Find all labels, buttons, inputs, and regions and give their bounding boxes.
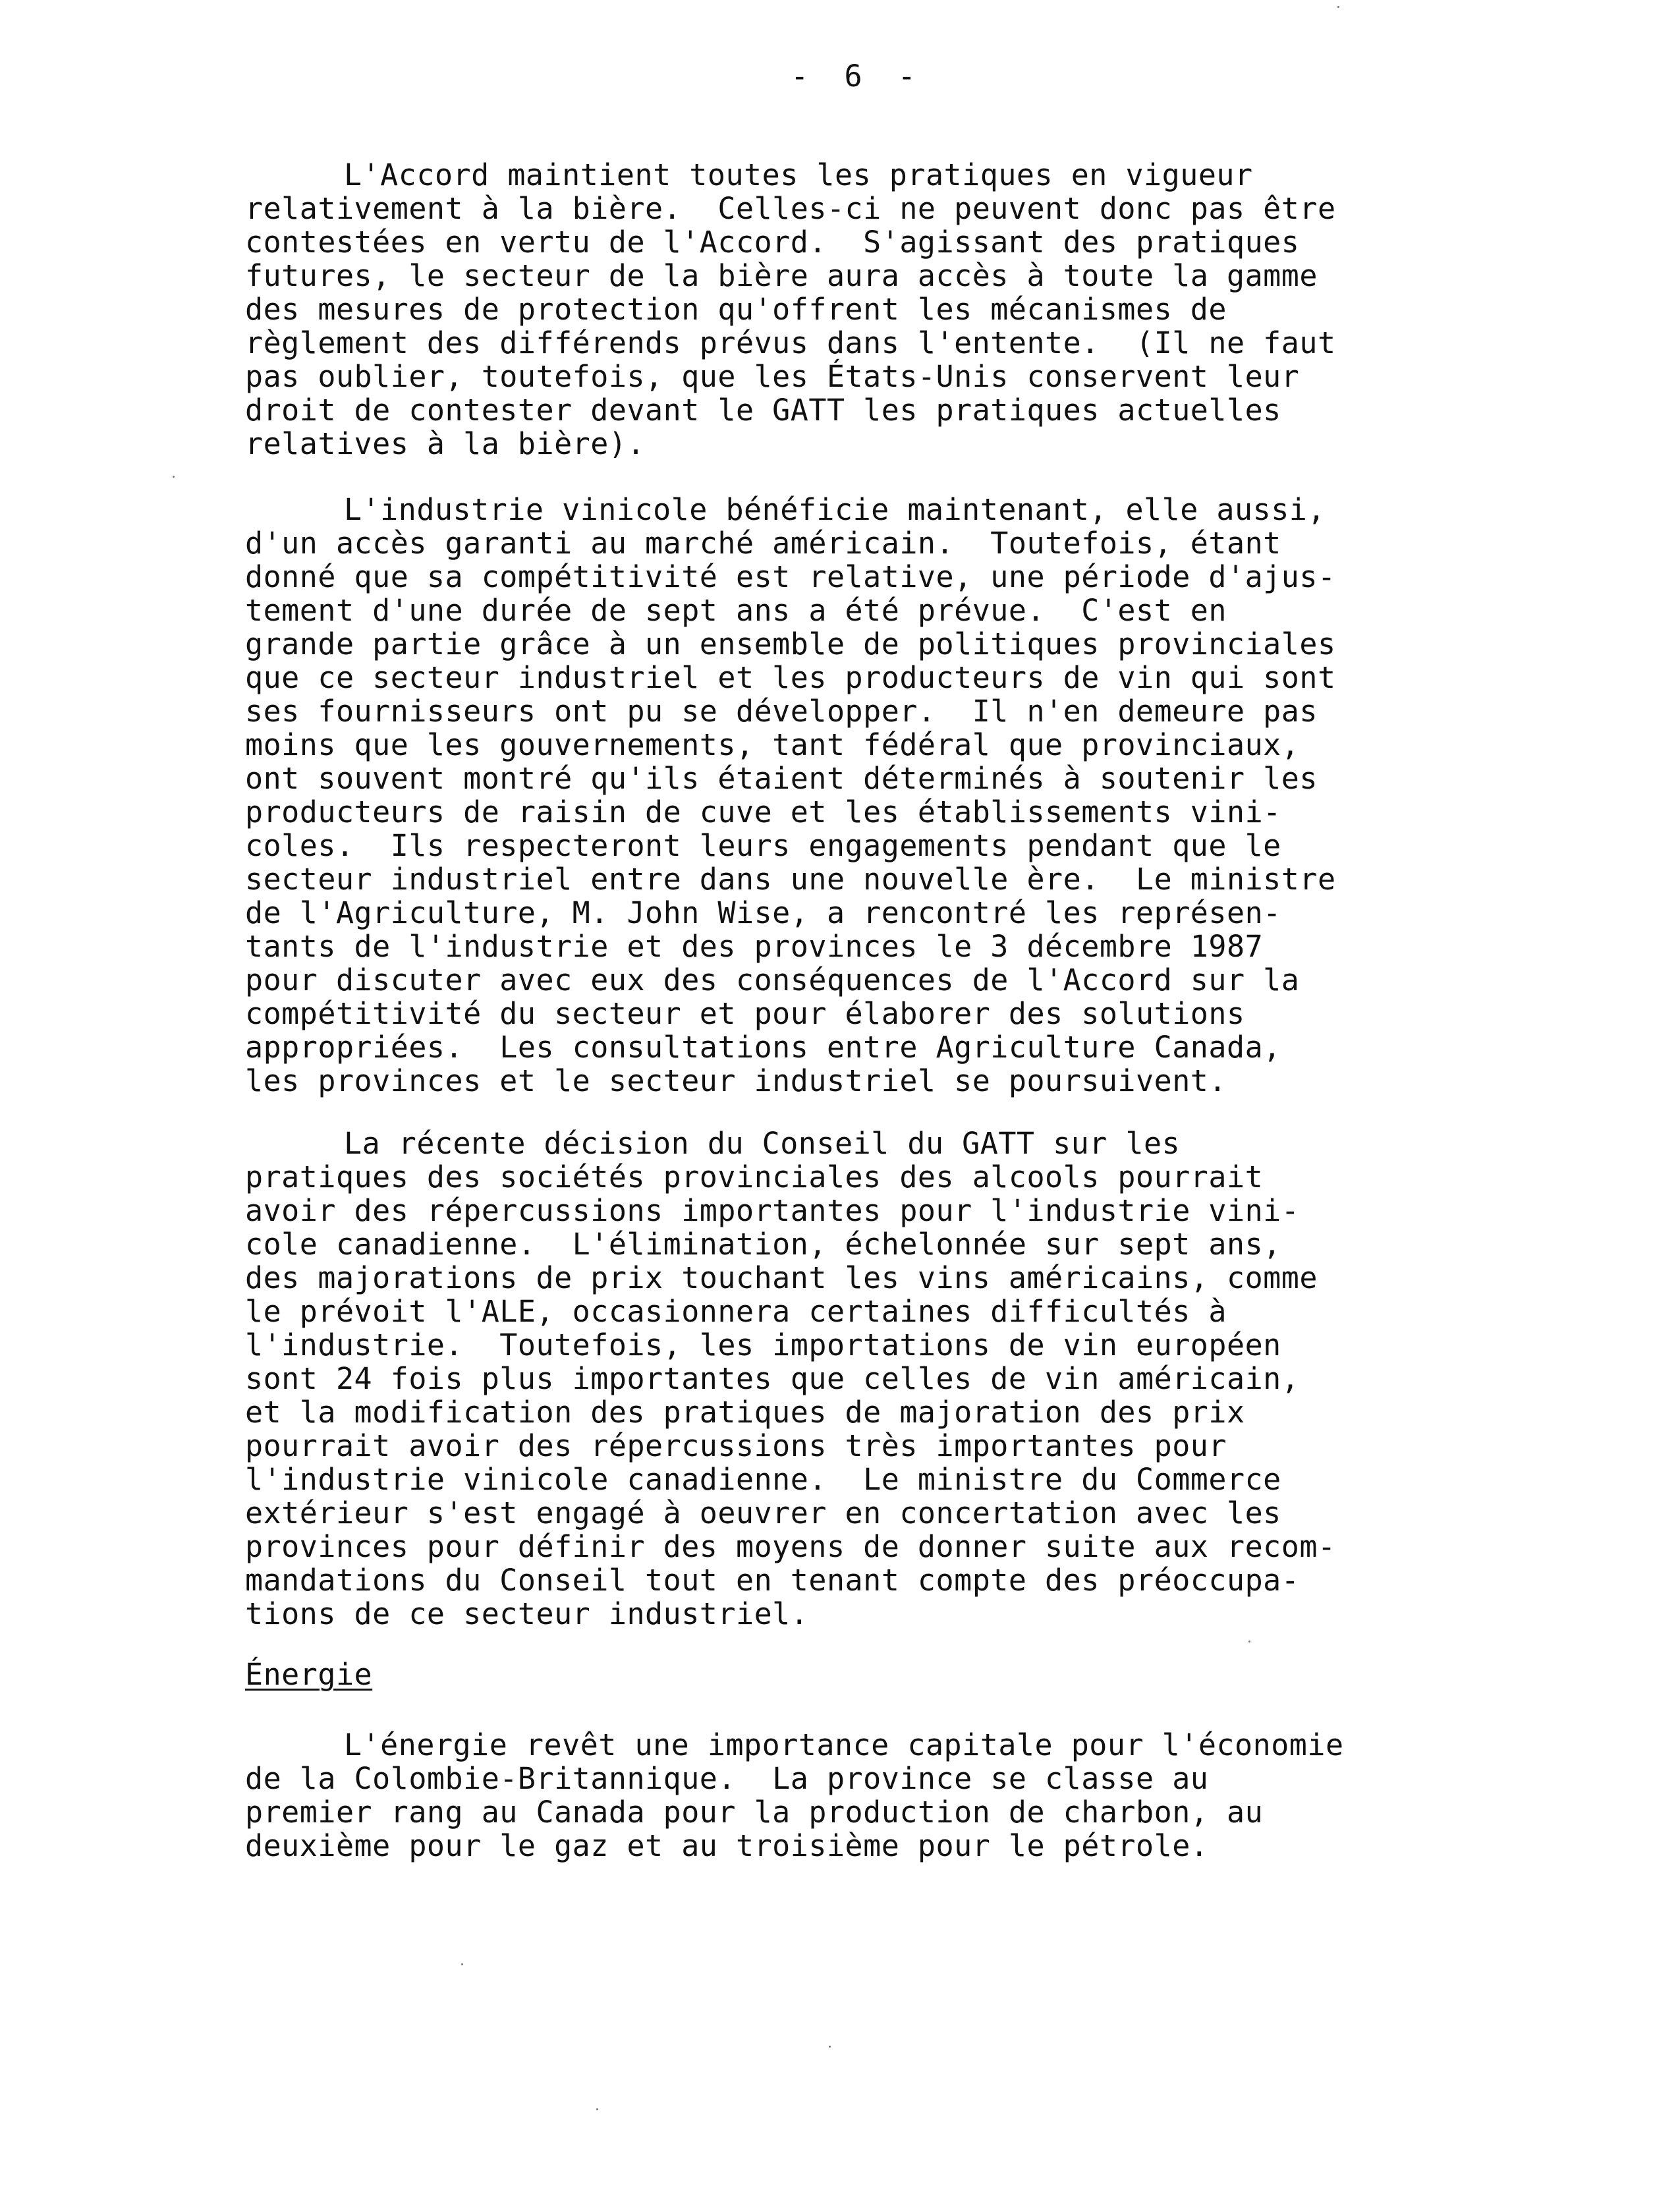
paragraph-line: pour discuter avec eux des conséquences de l'Accord sur la xyxy=(245,963,1300,997)
paragraph-line: règlement des différends prévus dans l'entente. (Il ne faut xyxy=(245,325,1336,360)
paragraph-line: d'un accès garanti au marché américain. Toutefois, étant xyxy=(245,526,1281,561)
paragraph-line: de l'Agriculture, M. John Wise, a rencontré les représen- xyxy=(245,895,1281,930)
paragraph-line: deuxième pour le gaz et au troisième pour le pétrole. xyxy=(245,1828,1209,1863)
paragraph-line: les provinces et le secteur industriel se poursuivent. xyxy=(245,1063,1227,1098)
section-heading-text: Énergie xyxy=(245,1657,373,1692)
paragraph-line: mandations du Conseil tout en tenant compte des préoccupa- xyxy=(245,1563,1300,1598)
scan-speck xyxy=(1337,6,1339,8)
paragraph-line: des majorations de prix touchant les vins américains, comme xyxy=(245,1260,1318,1295)
scan-speck xyxy=(596,2108,598,2110)
paragraph-line: ont souvent montré qu'ils étaient déterminés à soutenir les xyxy=(245,761,1318,796)
paragraph-beer xyxy=(245,158,1444,461)
paragraph-line: sont 24 fois plus importantes que celles de vin américain, xyxy=(245,1361,1300,1396)
paragraph-line: tement d'une durée de sept ans a été prévue. C'est en xyxy=(245,593,1227,628)
paragraph-line: que ce secteur industriel et les producteurs de vin qui sont xyxy=(245,660,1336,695)
scan-speck xyxy=(173,476,175,478)
paragraph-line: L'Accord maintient toutes les pratiques en vigueur xyxy=(344,157,1253,192)
paragraph-line: avoir des répercussions importantes pour l'industrie vini- xyxy=(245,1193,1300,1228)
paragraph-line: ses fournisseurs ont pu se développer. Il n'en demeure pas xyxy=(245,694,1318,729)
paragraph-line: donné que sa compétitivité est relative, une période d'ajus- xyxy=(245,559,1336,594)
scan-speck xyxy=(461,1963,463,1965)
paragraph-line: producteurs de raisin de cuve et les établissements vini- xyxy=(245,795,1281,829)
paragraph-line: tions de ce secteur industriel. xyxy=(245,1596,809,1631)
paragraph-line: grande partie grâce à un ensemble de politiques provinciales xyxy=(245,627,1336,661)
paragraph-line: pas oublier, toutefois, que les États-Unis conservent leur xyxy=(245,359,1300,394)
scan-speck xyxy=(829,2046,831,2048)
page-number: - 6 - xyxy=(791,59,916,94)
paragraph-line: moins que les gouvernements, tant fédéral que provinciaux, xyxy=(245,727,1300,762)
paragraph-wine-industry xyxy=(245,493,1444,1098)
section-heading-energy xyxy=(245,1658,1444,1691)
paragraph-line: et la modification des pratiques de majoration des prix xyxy=(245,1395,1245,1430)
paragraph-line: compétitivité du secteur et pour élaborer des solutions xyxy=(245,996,1245,1031)
paragraph-line: L'industrie vinicole bénéficie maintenant, elle aussi, xyxy=(344,492,1326,527)
paragraph-line: coles. Ils respecteront leurs engagements pendant que le xyxy=(245,828,1281,863)
paragraph-line: relatives à la bière). xyxy=(245,426,646,461)
paragraph-line: appropriées. Les consultations entre Agriculture Canada, xyxy=(245,1030,1281,1065)
paragraph-line: provinces pour définir des moyens de donner suite aux recom- xyxy=(245,1529,1336,1564)
paragraph-line: L'énergie revêt une importance capitale pour l'économie xyxy=(344,1727,1344,1762)
paragraph-line: pourrait avoir des répercussions très importantes pour xyxy=(245,1428,1227,1463)
paragraph-line: premier rang au Canada pour la production de charbon, au xyxy=(245,1795,1264,1830)
paragraph-line: pratiques des sociétés provinciales des alcools pourrait xyxy=(245,1160,1264,1194)
paragraph-line: droit de contester devant le GATT les pratiques actuelles xyxy=(245,393,1281,428)
paragraph-line: La récente décision du Conseil du GATT sur les xyxy=(344,1126,1181,1161)
paragraph-line: futures, le secteur de la bière aura accès à toute la gamme xyxy=(245,258,1318,293)
paragraph-line: tants de l'industrie et des provinces le 3 décembre 1987 xyxy=(245,929,1264,964)
paragraph-line: secteur industriel entre dans une nouvelle ère. Le ministre xyxy=(245,862,1336,897)
scan-speck xyxy=(1248,1641,1250,1642)
paragraph-energy xyxy=(245,1728,1444,1863)
paragraph-line: le prévoit l'ALE, occasionnera certaines difficultés à xyxy=(245,1294,1227,1329)
paragraph-line: extérieur s'est engagé à oeuvrer en concertation avec les xyxy=(245,1496,1281,1530)
paragraph-line: de la Colombie-Britannique. La province se classe au xyxy=(245,1761,1209,1796)
paragraph-gatt-decision xyxy=(245,1127,1444,1631)
paragraph-line: l'industrie. Toutefois, les importations de vin européen xyxy=(245,1328,1281,1362)
paragraph-line: contestées en vertu de l'Accord. S'agissant des pratiques xyxy=(245,225,1300,260)
paragraph-line: l'industrie vinicole canadienne. Le ministre du Commerce xyxy=(245,1462,1281,1497)
paragraph-line: relativement à la bière. Celles-ci ne peuvent donc pas être xyxy=(245,191,1336,226)
paragraph-line: des mesures de protection qu'offrent les mécanismes de xyxy=(245,292,1227,327)
paragraph-line: cole canadienne. L'élimination, échelonnée sur sept ans, xyxy=(245,1227,1281,1262)
